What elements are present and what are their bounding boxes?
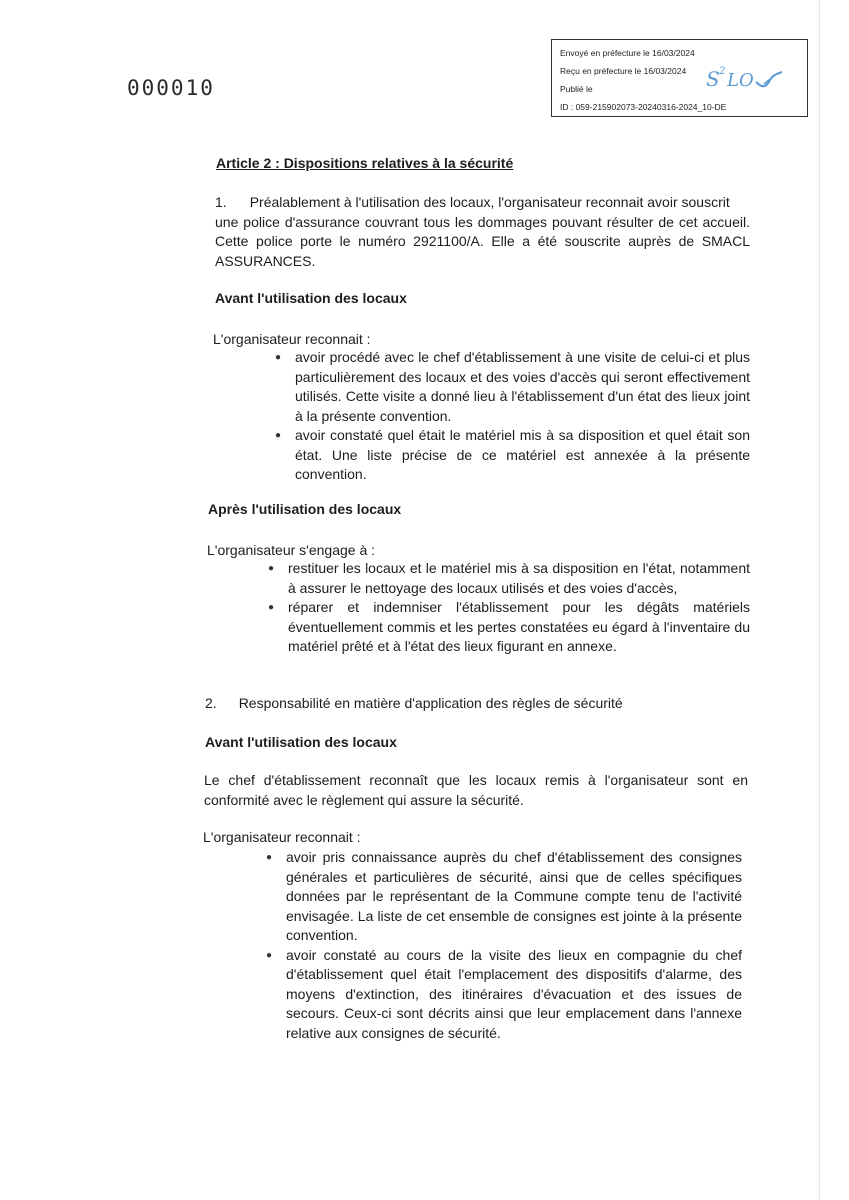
list-item: ● avoir pris connaissance auprès du chef d'établissement des consignes générales et particulières de sécurité, ainsi que de celles spécifiques données par le représentant de la Commune compte tenu de l'activité envisagée. La liste de cet ensemble de consignes est jointe à la présente convention. — [266, 849, 742, 943]
before-use-list-2 — [266, 848, 742, 1043]
list-item: ● avoir constaté au cours de la visite des lieux en compagnie du chef d'établissement quel était l'emplacement des dispositifs d'alarme, des moyens d'extinction, des itinéraires d'évacuation et des issues de secours. Ceux-ci sont décrits ainsi que leur emplacement dans l'annexe relative aux consignes de sécurité. — [266, 946, 742, 1041]
section-1-text-rest: une police d'assurance couvrant tous les dommages pouvant résulter de cet accueil. Cette police porte le numéro 2921100/A. Elle a été souscrite auprès de SMACL ASSURANCES. — [215, 213, 750, 269]
list-item: ● réparer et indemniser l'établissement pour les dégâts matériels éventuellement commis et les pertes constatées eu égard à l'inventaire du matériel prêté et à l'état des lieux figurant en annexe. — [268, 599, 750, 654]
bullet-icon: ● — [275, 430, 282, 441]
after-use-intro-1: L'organisateur s'engage à : — [207, 542, 376, 558]
section-2-line — [205, 694, 623, 714]
bullet-icon: ● — [266, 949, 273, 961]
section-1-paragraph — [215, 193, 750, 271]
stamp-published-line: Publié le — [560, 84, 593, 94]
section-2-text: Responsabilité en matière d'application des règles de sécurité — [238, 695, 623, 711]
bullet-icon: ● — [275, 352, 282, 363]
bullet-icon: ● — [266, 852, 273, 863]
stamp-received-line: Reçu en préfecture le 16/03/2024 — [560, 66, 687, 76]
before-use-paragraph-2: Le chef d'établissement reconnaît que les locaux remis à l'organisateur sont en conformité avec le règlement qui assure la sécurité. — [204, 772, 748, 808]
scan-edge-line — [819, 0, 820, 1200]
stamp-id-line: ID : 059-215902073-20240316-2024_10-DE — [560, 102, 727, 112]
svg-text:LO: LO — [727, 70, 754, 91]
article-title: Article 2 : Dispositions relatives à la sécurité — [216, 155, 514, 171]
bullet-icon: ● — [268, 563, 275, 574]
svg-text:2: 2 — [719, 66, 726, 77]
list-item: ● avoir procédé avec le chef d'établissement à une visite de celui-ci et plus particulièrement des locaux et des voies d'accès qui seront effectivement utilisés. Cette visite a donné lieu à l'établissement d'un état des lieux joint à la présente convention. — [275, 349, 750, 424]
prefecture-stamp-box — [551, 39, 808, 117]
section-2-number: 2. — [205, 695, 217, 711]
stamp-sent-line: Envoyé en préfecture le 16/03/2024 — [560, 48, 695, 58]
page-number-stamp: 000010 — [127, 76, 215, 100]
before-use-heading-2: Avant l'utilisation des locaux — [205, 734, 397, 750]
before-use-intro-2: L'organisateur reconnait : — [203, 829, 361, 845]
bullet-icon: ● — [268, 602, 275, 613]
list-item: ● avoir constaté quel était le matériel mis à sa disposition et quel était son état. Une liste précise de ce matériel est annexée à la présente convention. — [275, 427, 750, 482]
svg-text:S: S — [706, 67, 720, 91]
after-use-heading-1: Après l'utilisation des locaux — [208, 501, 402, 517]
section-1-text-first: Préalablement à l'utilisation des locaux, l'organisateur reconnait avoir souscrit — [249, 194, 730, 210]
after-use-list-1 — [268, 559, 750, 657]
before-use-heading-1: Avant l'utilisation des locaux — [215, 290, 407, 306]
s2lo-logo-icon — [704, 62, 786, 96]
before-use-list-1 — [275, 348, 750, 485]
list-item: ● restituer les locaux et le matériel mis à sa disposition en l'état, notamment à assurer le nettoyage des locaux utilisés et des voies d'accès, — [268, 560, 750, 596]
before-use-intro-1: L'organisateur reconnait : — [213, 331, 371, 347]
section-1-number: 1. — [215, 194, 227, 210]
section-1-first-line — [215, 193, 750, 213]
